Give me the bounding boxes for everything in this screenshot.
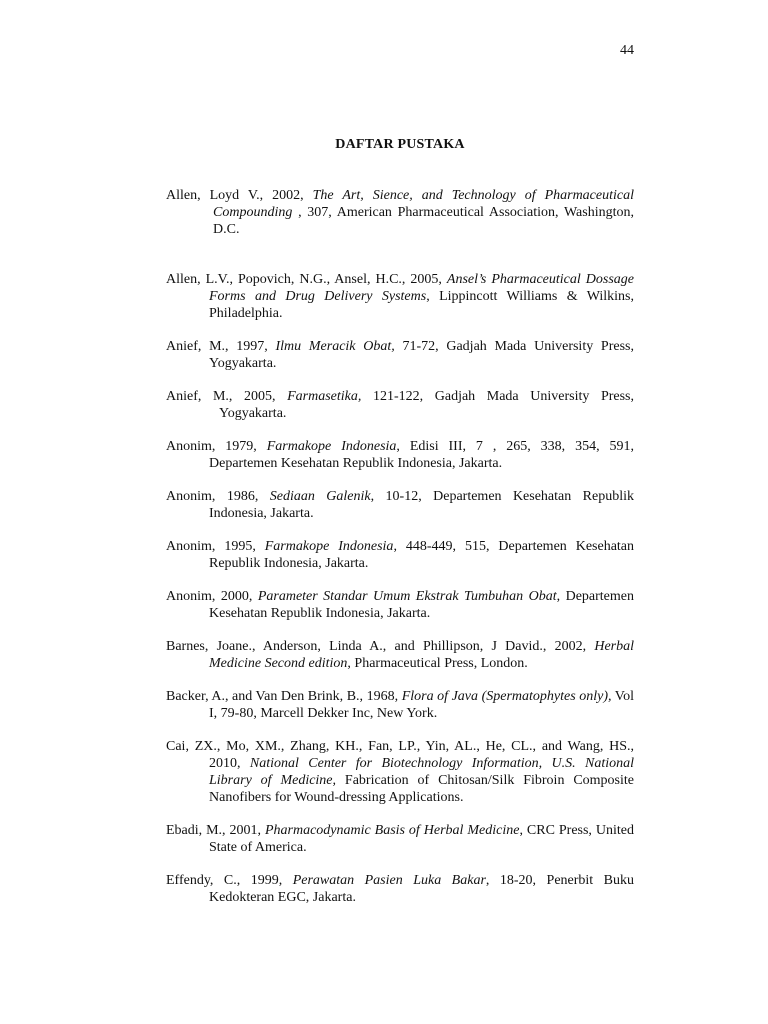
reference-text: Anief, M., 2005, — [166, 389, 288, 404]
reference-title: Perawatan Pasien Luka Bakar — [292, 873, 486, 888]
reference-list — [166, 187, 634, 922]
reference-text: , Lippincott Williams & Wilkins, Philadelphia. — [209, 289, 634, 321]
reference-entry — [166, 388, 634, 422]
reference-text: , Pharmaceutical Press, London. — [347, 656, 528, 671]
reference-entry — [166, 822, 634, 856]
reference-text: , Edisi III, 7 , 265, 338, 354, 591, Departemen Kesehatan Republik Indonesia, Jakarta. — [209, 439, 635, 471]
reference-entry — [166, 338, 634, 372]
reference-text: , CRC Press, United State of America. — [209, 823, 634, 855]
reference-entry — [166, 538, 634, 572]
reference-text: Backer, A., and Van Den Brink, B., 1968, — [166, 689, 402, 704]
reference-title: Farmakope Indonesia — [266, 439, 397, 454]
reference-text: , 448-449, 515, Departemen Kesehatan Republik Indonesia, Jakarta. — [209, 539, 635, 571]
reference-text: , 10-12, Departemen Kesehatan Republik Indonesia, Jakarta. — [209, 489, 635, 521]
reference-title: Flora of Java (Spermatophytes only), — [401, 689, 612, 704]
reference-entry — [166, 688, 634, 722]
reference-title: Herbal Medicine Second edition — [209, 639, 634, 671]
reference-text: Ebadi, M., 2001, — [166, 823, 265, 838]
reference-text: , Departemen Kesehatan Republik Indonesia, Jakarta. — [209, 589, 634, 621]
reference-text: Allen, Loyd V., 2002, — [166, 188, 313, 203]
reference-title: Farmakope Indonesia — [264, 539, 394, 554]
reference-entry — [166, 187, 634, 238]
reference-text: Vol I, 79-80, Marcell Dekker Inc, New York. — [209, 689, 635, 721]
reference-text: Barnes, Joane., Anderson, Linda A., and Phillipson, J David., 2002, — [166, 639, 595, 654]
reference-title: The Art, Sience, and Technology of Pharmaceutical Compounding — [213, 188, 634, 220]
reference-entry — [166, 271, 634, 322]
reference-text: 71-72, Gadjah Mada University Press, Yogyakarta. — [209, 339, 634, 371]
reference-entry — [166, 638, 634, 672]
reference-title: Parameter Standar Umum Ekstrak Tumbuhan Obat — [257, 589, 557, 604]
page-number: 44 — [620, 43, 634, 58]
reference-text: Allen, L.V., Popovich, N.G., Ansel, H.C., 2005, — [166, 272, 447, 287]
reference-text: Anonim, 1995, — [166, 539, 265, 554]
reference-text: Fabrication of Chitosan/Silk Fibroin Composite Nanofibers for Wound-dressing Applications. — [209, 773, 634, 805]
reference-entry — [166, 872, 634, 906]
reference-entry — [166, 738, 634, 806]
reference-title: Ilmu Meracik Obat, — [275, 339, 395, 354]
reference-text: 121-122, Gadjah Mada University Press, Yogyakarta. — [219, 389, 634, 421]
reference-entry — [166, 588, 634, 622]
reference-title: National Center for Biotechnology Information, U.S. National Library of Medicine, — [209, 756, 634, 788]
reference-text: Effendy, C., 1999, — [166, 873, 293, 888]
reference-title: Pharmacodynamic Basis of Herbal Medicine — [264, 823, 520, 838]
reference-title: Ansel’s Pharmaceutical Dossage Forms and Drug Delivery Systems — [209, 272, 634, 304]
reference-text: Anonim, 2000, — [166, 589, 258, 604]
reference-entry — [166, 488, 634, 522]
reference-entry — [166, 438, 634, 472]
reference-text: , 18-20, Penerbit Buku Kedokteran EGC, Jakarta. — [209, 873, 634, 905]
reference-title: Farmasetika, — [287, 389, 362, 404]
reference-text: , 307, American Pharmaceutical Association, Washington, D.C. — [213, 205, 634, 237]
reference-text: Anonim, 1986, — [166, 489, 270, 504]
reference-text: Cai, ZX., Mo, XM., Zhang, KH., Fan, LP., Yin, AL., He, CL., and Wang, HS., 2010, — [166, 739, 634, 771]
reference-text: Anonim, 1979, — [166, 439, 267, 454]
reference-text: Anief, M., 1997, — [166, 339, 276, 354]
reference-title: Sediaan Galenik — [269, 489, 371, 504]
page-title: DAFTAR PUSTAKA — [335, 137, 465, 152]
